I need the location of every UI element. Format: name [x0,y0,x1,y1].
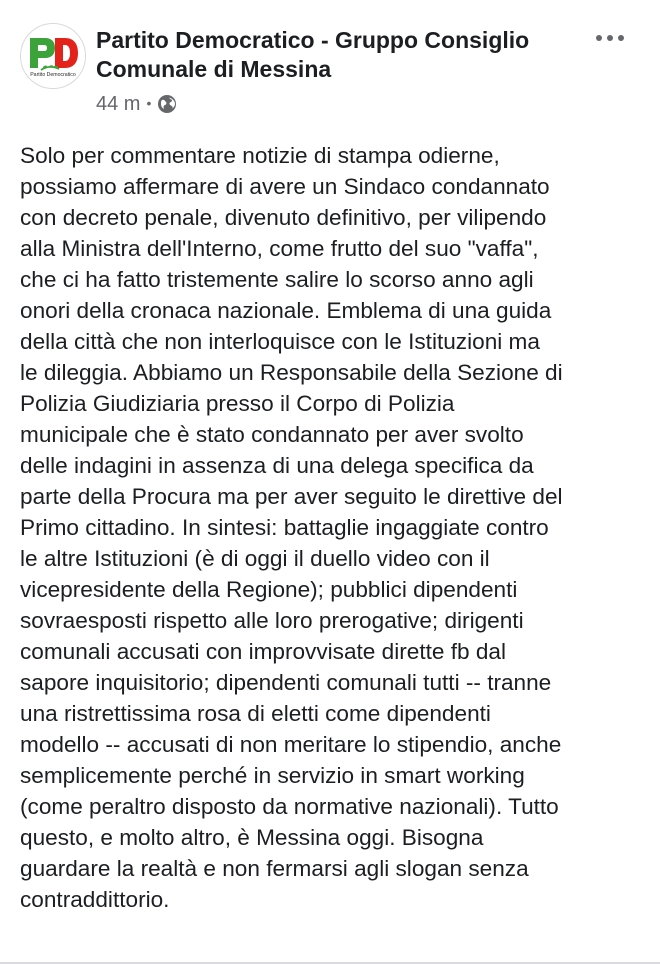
more-options-icon [595,34,625,42]
more-options-button[interactable] [590,24,630,52]
globe-icon [157,94,177,114]
page-name[interactable]: Partito Democratico - Gruppo Consiglio Comunale di Messina [96,27,530,82]
post-timestamp[interactable]: 44 m [96,92,141,115]
page-avatar[interactable] [20,23,86,89]
meta-separator: • [146,95,152,111]
pd-logo-icon [21,24,85,88]
post-header [20,20,644,120]
post-text: Solo per commentare notizie di stampa odierne, possiamo affermare di avere un Sindaco condannato con decreto penale, divenuto definitivo, per vilipendo alla Ministra dell'Interno, come frutto del suo "vaffa", che ci ha fatto tristemente salire lo scorso anno agli onori della cronaca nazionale. Emblema di una guida della città che non interloquisce con le Istituzioni ma le dileggia. Abbiamo un Responsabile della Sezione di Polizia Giudiziaria presso il Corpo di Polizia municipale che è stato condannato per aver svolto delle indagini in assenza di una delega specifica da parte della Procura ma per aver seguito le direttive del Primo cittadino. In sintesi: battaglie ingaggiate contro le altre Istituzioni (è di oggi il duello video con il vicepresidente della Regione); pubblici dipendenti sovraesposti rispetto alle loro prerogative; dirigenti comunali accusati con improvvisate dirette fb dal sapore inquisitorio; dipendenti comunali tutti -- tranne una ristrettissima rosa di eletti come dipendenti modello -- accusati di non meritare lo stipendio, anche semplicemente perché in servizio in smart working (come peraltro disposto da normative nazionali). Tutto questo, e molto altro, è Messina oggi. Bisogna guardare la realtà e non fermarsi agli slogan senza contraddittorio. [20,143,563,912]
post-meta [96,92,177,116]
logo-text: Partito Democratico [30,72,76,78]
